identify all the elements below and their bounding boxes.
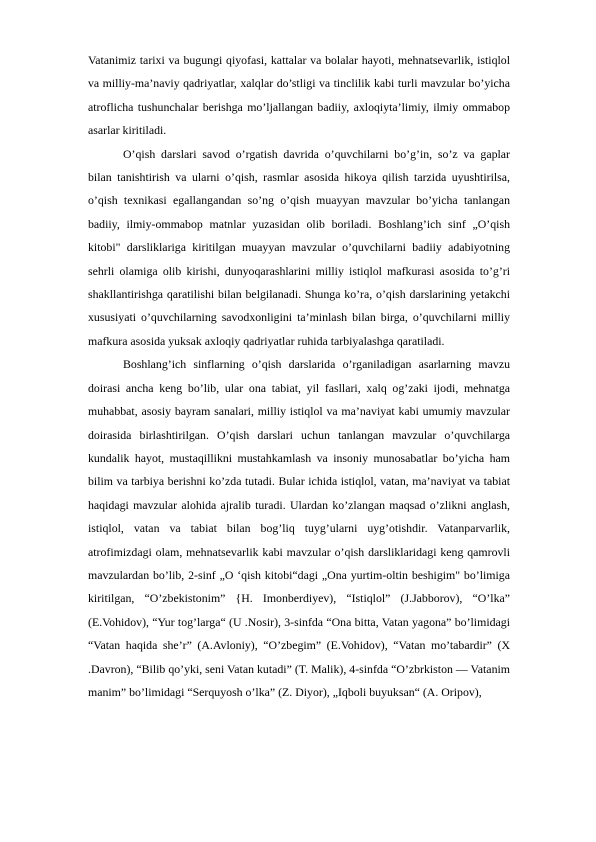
body-text (88, 49, 510, 704)
paragraph-2: O’qish darslari savod o’rgatish davrida o’quvchilarni bo’g’in, so’z va gaplar bilan tanishtirish va ularni o’qish, rasmlar asosida hikoya qilish tarzida uyushtirilsa, o’qish texnikasi egallangandan so’ng o’qish muayyan mavzular bo’yicha tanlangan badiiy, ilmiy-ommabop matnlar yuzasidan olib boriladi. Boshlang’ich sinf „O’qish kitobi" darsliklariga kiritilgan muayyan mavzular o’quvchilarni badiiy adabiyotning sehrli olamiga olib kirishi, dunyoqarashlarini milliy istiqlol mafkurasi asosida to’g’ri shakllantirishga qaratilishi bilan belgilanadi. Shunga ko’ra, o’qish darslarining yetakchi xususiyati o’quvchilarning savodxonligini ta’minlash bilan birga, o’quvchilarni milliy mafkura asosida yuksak axloqiy qadriyatlar ruhida tarbiyalashga qaratiladi. (88, 146, 510, 348)
paragraph-1: Vatanimiz tarixi va bugungi qiyofasi, kattalar va bolalar hayoti, mehnatsevarlik, istiqlol va milliy-ma’naviy qadriyatlar, xalqlar do’stligi va tinclilik kabi turli mavzular bo’yicha atroflicha tushunchalar berishga mo’ljallangan badiiy, axloqiyta’limiy, ilmiy ommabop asarlar kiritiladi. (88, 53, 510, 138)
paragraph-3: Boshlang’ich sinflarning o’qish darslarida o’rganiladigan asarlarning mavzu doirasi ancha keng bo’lib, ular ona tabiat, yil fasllari, xalq og’zaki ijodi, mehnatga muhabbat, asosiy bayram sanalari, milliy istiqlol va ma’naviyat kabi umumiy mavzular doirasida birlashtirilgan. O’qish darslari uchun tanlangan mavzular o’quvchilarga kundalik hayot, mustaqillikni mustahkamlash va insoniy munosabatlar bo’yicha ham bilim va tarbiya berishni ko’zda tutadi. Bular ichida istiqlol, vatan, ma’naviyat va tabiat haqidagi mavzular alohida ajralib turadi. Ulardan ko’zlangan maqsad o’zlikni anglash, istiqlol, vatan va tabiat bilan bog’liq tuyg’ularni uyg’otishdir. Vatanparvarlik, atrofimizdagi olam, mehnatsevarlik kabi mavzular o’qish darsliklaridagi keng qamrovli mavzulardan bo’lib, 2-sinf „O ‘qish kitobi“dagi „Ona yurtim-oltin beshigim" bo’limiga kiritilgan, “O’zbekistonim” {H. Imonberdiyev), “Istiqlol” (J.Jabborov), “O’lka” (E.Vohidov), “Yur tog’larga“ (U .Nosir), 3-sinfda “Ona bitta, Vatan yagona” bo’limidagi “Vatan haqida she’r” (A.Avloniy), “O’zbegim” (E.Vohidov), “Vatan mo’tabardir” (X .Davron), “Bilib qo’yki, seni Vatan kutadi” (T. Malik), 4-sinfda “O’zbrkiston — Vatanim manim” bo’limidagi “Serquyosh o’lka” (Z. Diyor), „Iqboli buyuksan“ (A. Oripov), (88, 357, 510, 699)
